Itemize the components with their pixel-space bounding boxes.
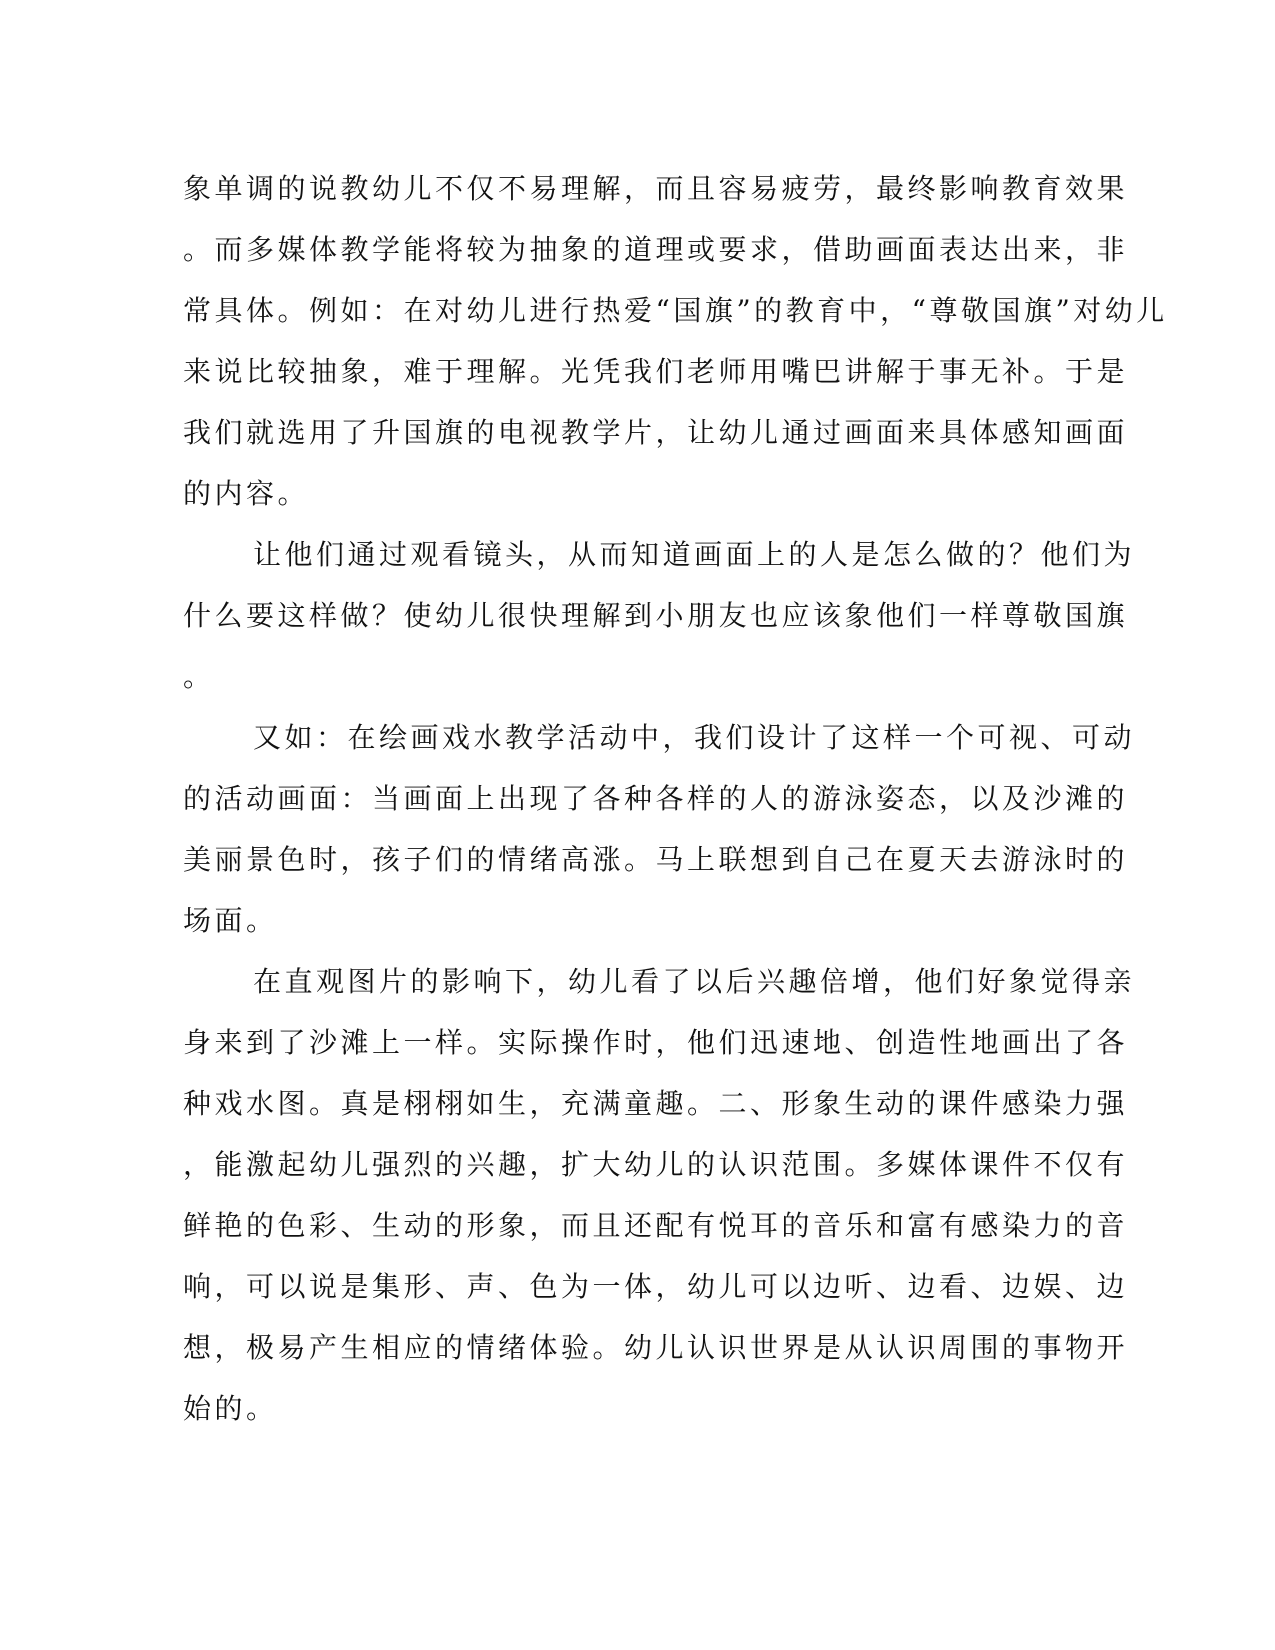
text-line: 。 [183, 660, 215, 693]
text-line: 什么要这样做？使幼儿很快理解到小朋友也应该象他们一样尊敬国旗 [183, 599, 1129, 632]
paragraph-first-line: 又如：在绘画戏水教学活动中，我们设计了这样一个可视、可动 [253, 721, 1136, 754]
text-line: 场面。 [183, 904, 278, 937]
text-line: 想，极易产生相应的情绪体验。幼儿认识世界是从认识周围的事物开 [183, 1331, 1129, 1364]
text-line: 美丽景色时，孩子们的情绪高涨。马上联想到自己在夏天去游泳时的 [183, 843, 1129, 876]
text-line: 我们就选用了升国旗的电视教学片，让幼儿通过画面来具体感知画面 [183, 416, 1129, 449]
text-line: 的内容。 [183, 477, 310, 510]
text-line: 身来到了沙滩上一样。实际操作时，他们迅速地、创造性地画出了各 [183, 1026, 1129, 1059]
paragraph-first-line: 让他们通过观看镜头，从而知道画面上的人是怎么做的？他们为 [253, 538, 1136, 571]
text-line: 始的。 [183, 1392, 278, 1425]
body-text [183, 158, 1168, 1439]
text-line: 鲜艳的色彩、生动的形象，而且还配有悦耳的音乐和富有感染力的音 [183, 1209, 1129, 1242]
text-line: 来说比较抽象，难于理解。光凭我们老师用嘴巴讲解于事无补。于是 [183, 355, 1129, 388]
text-line: 响，可以说是集形、声、色为一体，幼儿可以边听、边看、边娱、边 [183, 1270, 1129, 1303]
text-line: 象单调的说教幼儿不仅不易理解，而且容易疲劳，最终影响教育效果 [183, 172, 1129, 205]
text-line: 的活动画面：当画面上出现了各种各样的人的游泳姿态，以及沙滩的 [183, 782, 1129, 815]
text-line: 种戏水图。真是栩栩如生，充满童趣。二、形象生动的课件感染力强 [183, 1087, 1129, 1120]
text-line: 。而多媒体教学能将较为抽象的道理或要求，借助画面表达出来，非 [183, 233, 1129, 266]
text-line: 常具体。例如：在对幼儿进行热爱“国旗”的教育中，“尊敬国旗”对幼儿 [183, 294, 1168, 327]
paragraph-first-line: 在直观图片的影响下，幼儿看了以后兴趣倍增，他们好象觉得亲 [253, 965, 1136, 998]
text-line: ，能激起幼儿强烈的兴趣，扩大幼儿的认识范围。多媒体课件不仅有 [183, 1148, 1129, 1181]
